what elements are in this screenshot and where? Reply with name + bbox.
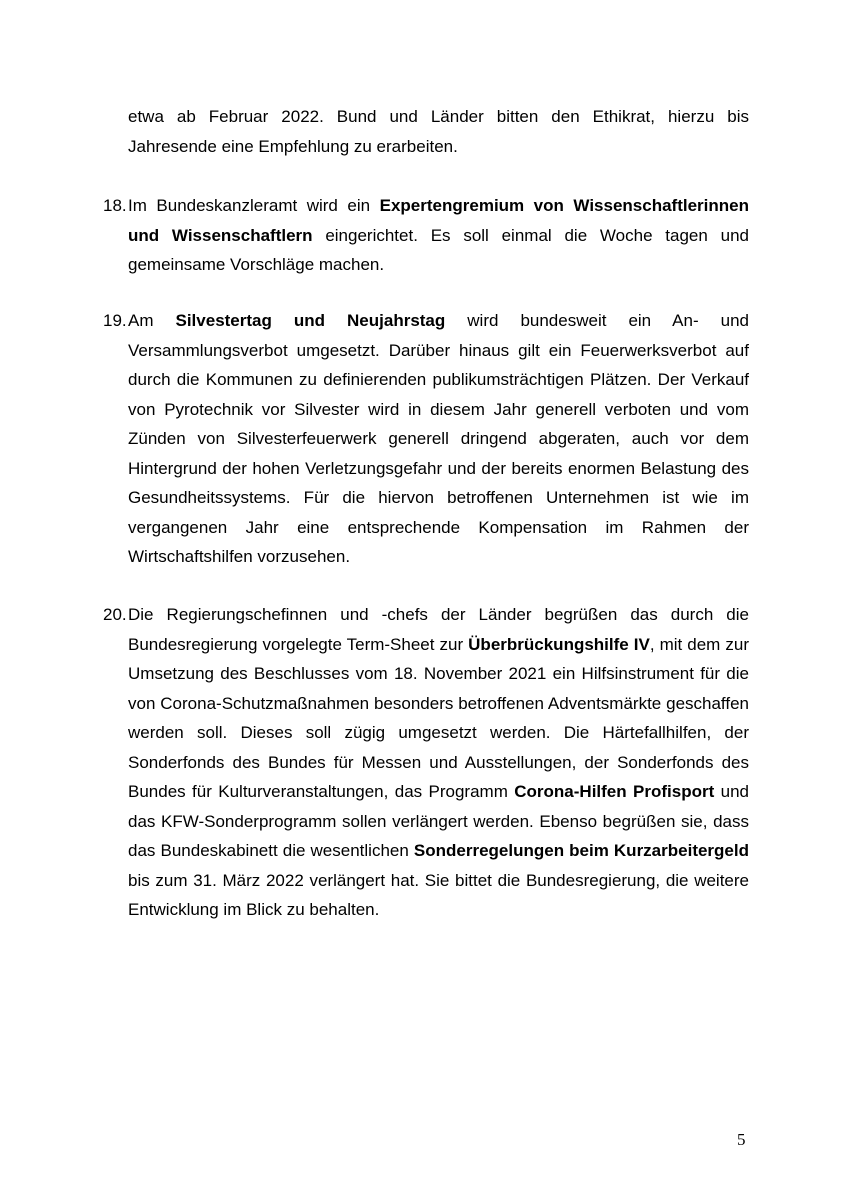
intro-paragraph: etwa ab Februar 2022. Bund und Länder bitten den Ethikrat, hierzu bis Jahresende eine Empfehlung zu erarbeiten. xyxy=(128,107,749,156)
item-18-text xyxy=(128,191,749,280)
item-19-text xyxy=(128,306,749,572)
item-20-bold-phrase: Corona-Hilfen Profisport xyxy=(514,782,715,801)
item-number-20: 20. xyxy=(103,605,127,624)
item-20-text-part: und das KFW-Sonderprogramm sollen verlängert werden. Ebenso begrüßen sie, dass das Bundeskabinett die wesentlichen xyxy=(128,782,749,860)
item-19-text-part: Am xyxy=(128,311,176,330)
item-18-text-part: eingerichtet. Es soll einmal die Woche tagen und gemeinsame Vorschläge machen. xyxy=(128,225,749,274)
item-20-text-part: , mit dem zur Umsetzung des Beschlusses vom 18. November 2021 ein Hilfsinstrument für die von Corona-Schutzmaßnahmen besonders betroffenen Adventsmärkte geschaffen werden soll. Dieses soll zügig umgesetzt werden. Die Härtefallhilfen, der Sonderfonds des Bundes für Messen und Ausstellungen, der Sonderfonds des Bundes für Kulturveranstaltungen, das Programm xyxy=(128,634,749,801)
item-20-text-part: Die Regierungschefinnen und -chefs der Länder begrüßen das durch die Bundesregierung vorgelegte Term-Sheet zur xyxy=(128,605,749,654)
page-number: 5 xyxy=(737,1130,746,1149)
item-18-bold-phrase: Expertengremium von Wissenschaftlerinnen und Wissenschaftlern xyxy=(128,196,749,245)
item-number-18: 18. xyxy=(103,196,127,215)
item-19-bold-phrase: Silvestertag und Neujahrstag xyxy=(175,311,446,330)
item-20-bold-phrase: Überbrückungshilfe IV xyxy=(468,634,650,654)
item-18-text-part: Im Bundeskanzleramt wird ein xyxy=(128,196,380,215)
item-20-text-part: bis zum 31. März 2022 verlängert hat. Sie bittet die Bundesregierung, die weitere Entwicklung im Blick zu behalten. xyxy=(128,870,749,919)
item-20-bold-phrase: Sonderregelungen beim Kurzarbeitergeld xyxy=(413,841,749,860)
item-19-text-part: wird bundesweit ein An- und Versammlungsverbot umgesetzt. Darüber hinaus gilt ein Feuerwerksverbot auf durch die Kommunen zu definierenden publikumsträchtigen Plätzen. Der Verkauf von Pyrotechnik vor Silvester wird in diesem Jahr generell verboten und vom Zünden von Silvesterfeuerwerk generell dringend abgeraten, auch vor dem Hintergrund der hohen Verletzungsgefahr und der bereits enormen Belastung des Gesundheitssystems. Für die hiervon betroffenen Unternehmen ist wie im vergangenen Jahr eine entsprechende Kompensation im Rahmen der Wirtschaftshilfen vorzusehen. xyxy=(128,311,749,566)
item-20-text xyxy=(128,600,749,925)
item-number-19: 19. xyxy=(103,311,127,330)
